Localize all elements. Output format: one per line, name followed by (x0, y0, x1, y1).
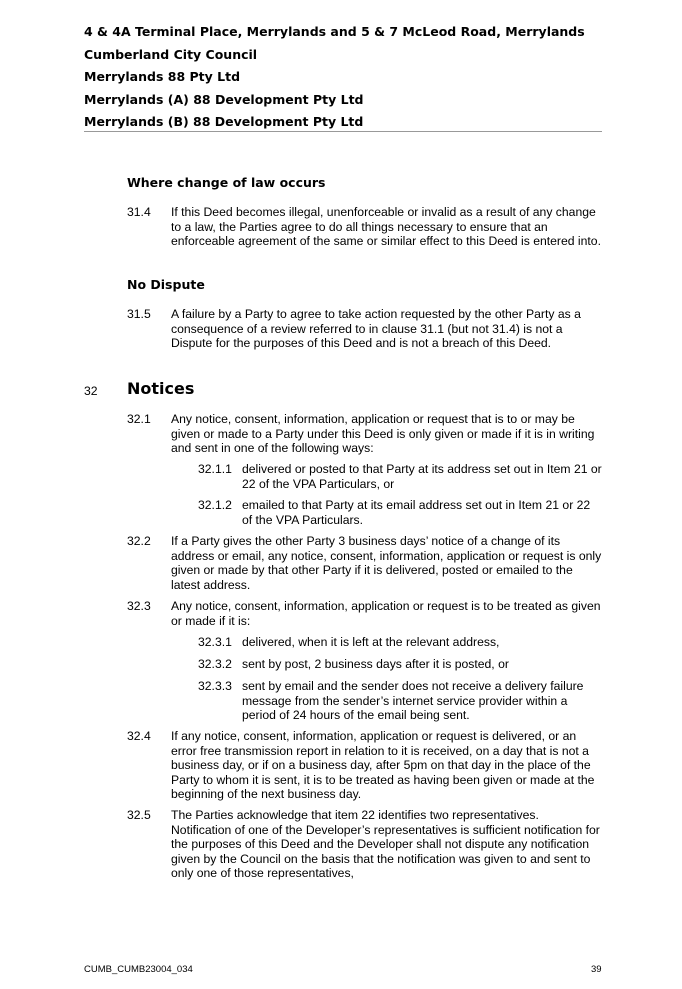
clause-text: emailed to that Party at its email address set out in Item 21 or 22 of the VPA Particulars. (242, 498, 591, 527)
footer-page-number: 39 (591, 964, 602, 975)
header-party-line-1: Merrylands 88 Pty Ltd (84, 69, 241, 85)
clause-number: 32.1.2 (198, 498, 232, 512)
clause-number: 32.4 (127, 729, 151, 743)
clause-number: 32.3.3 (198, 679, 232, 693)
header-divider (84, 131, 602, 132)
clause-number: 31.4 (127, 205, 151, 219)
clause-text: If a Party gives the other Party 3 business days’ notice of a change of its address or email, any notice, consent, information, application or request is only given or made by that other Party if it is delivered, posted or emailed to the latest address. (171, 534, 602, 592)
clause-text: sent by post, 2 business days after it is posted, or (242, 657, 509, 671)
heading-change-of-law: Where change of law occurs (127, 175, 326, 190)
clause-text: Any notice, consent, information, application or request is to be treated as given or made if it is: (171, 599, 601, 628)
clause-text: sent by email and the sender does not receive a delivery failure message from the sender’s internet service provider within a period of 24 hours of the email being sent. (242, 679, 584, 723)
clause-number: 32.1 (127, 412, 151, 426)
header-party-line-3: Merrylands (B) 88 Development Pty Ltd (84, 114, 364, 130)
document-header (84, 21, 602, 134)
clause-text: Any notice, consent, information, application or request that is to or may be given or made to a Party under this Deed is only given or made if it is in writing and sent in one of the following ways: (171, 412, 595, 456)
header-property-line: 4 & 4A Terminal Place, Merrylands and 5 & 7 McLeod Road, Merrylands (84, 24, 585, 39)
clause-text: If this Deed becomes illegal, unenforceable or invalid as a result of any change to a law, the Parties agree to do all things necessary to ensure that an enforceable agreement of the same or similar effect to this Deed is entered into. (171, 205, 601, 249)
clause-number: 32.2 (127, 534, 151, 548)
clause-number: 31.5 (127, 307, 151, 321)
clause-number: 32.5 (127, 808, 151, 822)
heading-no-dispute: No Dispute (127, 277, 205, 292)
clause-number: 32.3 (127, 599, 151, 613)
clause-text: The Parties acknowledge that item 22 identifies two representatives. Notification of one of the Developer’s representatives is sufficient notification for the purposes of this Deed and the Developer shall not dispute any notification given by the Council on the basis that the notification was given to and sent to only one of those representatives, (171, 808, 600, 881)
section-title: Notices (127, 379, 195, 398)
header-party-line-2: Merrylands (A) 88 Development Pty Ltd (84, 91, 364, 107)
clause-text: A failure by a Party to agree to take action requested by the other Party as a consequence of a review referred to in clause 31.1 (but not 31.4) is not a Dispute for the purposes of this Deed and is not a breach of this Deed. (171, 307, 581, 351)
footer-document-ref: CUMB_CUMB23004_034 (84, 964, 193, 975)
clause-number: 32.3.1 (198, 635, 232, 649)
clause-text: If any notice, consent, information, application or request is delivered, or an error free transmission report in relation to it is received, on a day that is not a business day, or if on a business day, after 5pm on that day in the place of the Party to whom it is sent, it is to be treated as having been given or made at the beginning of the next business day. (171, 729, 595, 802)
section-number: 32 (84, 384, 98, 398)
clause-number: 32.1.1 (198, 462, 232, 476)
header-council-line: Cumberland City Council (84, 46, 258, 62)
clause-number: 32.3.2 (198, 657, 232, 671)
clause-text: delivered or posted to that Party at its address set out in Item 21 or 22 of the VPA Particulars, or (242, 462, 602, 491)
clause-text: delivered, when it is left at the relevant address, (242, 635, 500, 649)
